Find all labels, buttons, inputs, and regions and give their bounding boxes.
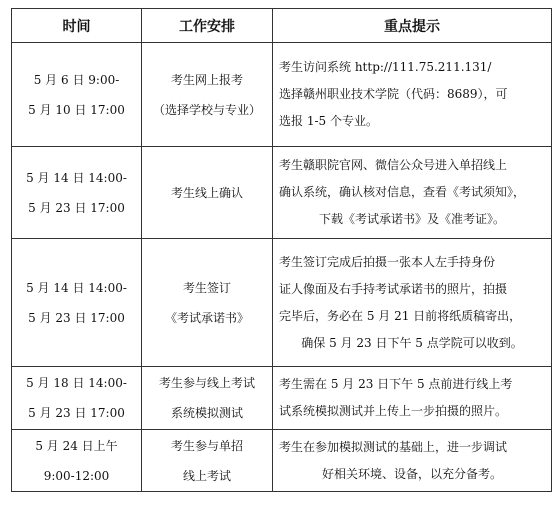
- time-cell: [12, 43, 142, 147]
- task-line: 线上考试: [182, 468, 231, 483]
- task-line: 考生参与线上考试: [158, 376, 255, 390]
- note-cell: [273, 147, 552, 239]
- note-cell: [273, 239, 552, 367]
- note-line: 选报 1-5 个专业。: [279, 114, 378, 128]
- time-cell: [12, 367, 142, 430]
- task-line: （选择学校与专业）: [152, 102, 261, 117]
- header-time: 时间: [12, 9, 142, 43]
- time-line: 5 月 10 日 17:00: [28, 102, 125, 117]
- note-line: 好相关环境、设备，以充分备考。: [321, 466, 502, 481]
- note-cell: [273, 43, 552, 147]
- exam-schedule-table: [11, 8, 552, 492]
- note-line: 完毕后，务必在 5 月 21 日前将纸质稿寄出，: [279, 308, 522, 323]
- table-row: [12, 147, 552, 239]
- note-line: 考生赣职院官网、微信公众号进入单招线上: [279, 158, 508, 172]
- time-cell: [12, 239, 142, 367]
- time-line: 5 月 6 日 9:00-: [33, 72, 120, 87]
- note-line: 下载《考试承诺书》及《准考证》。: [318, 212, 505, 226]
- time-cell: [12, 430, 142, 492]
- note-line: 证人像面及右手持考试承诺书的照片，拍摄: [279, 281, 508, 296]
- note-line: 考生签订完成后拍摄一张本人左手持身份: [279, 254, 496, 269]
- time-line: 5 月 18 日 14:00-: [26, 376, 127, 390]
- task-line: 考生网上报考: [170, 72, 243, 87]
- task-line: 考生参与单招: [170, 438, 243, 453]
- time-line: 5 月 23 日 17:00: [28, 406, 125, 420]
- note-line: 考生访问系统 http://111.75.211.131/: [279, 60, 492, 74]
- table-header-row: [12, 9, 552, 43]
- task-line: 《考试承诺书》: [164, 310, 249, 325]
- task-line: 考生签订: [182, 280, 231, 295]
- table-row: [12, 239, 552, 367]
- task-cell: [142, 147, 273, 239]
- time-line: 5 月 23 日 17:00: [28, 310, 125, 325]
- time-line: 5 月 14 日 14:00-: [26, 170, 127, 185]
- task-cell: [142, 43, 273, 147]
- header-task: 工作安排: [142, 9, 273, 43]
- time-line: 5 月 23 日 17:00: [28, 200, 125, 215]
- task-line: 系统模拟测试: [170, 406, 243, 420]
- time-line: 5 月 14 日 14:00-: [26, 280, 127, 295]
- note-cell: [273, 367, 552, 430]
- header-note: 重点提示: [273, 9, 552, 43]
- task-cell: [142, 239, 273, 367]
- table-row: [12, 43, 552, 147]
- time-line: 5 月 24 日上午: [35, 438, 118, 453]
- note-line: 考生在参加模拟测试的基础上，进一步调试: [279, 439, 508, 454]
- table-row: [12, 430, 552, 492]
- time-cell: [12, 147, 142, 239]
- time-line: 9:00-12:00: [43, 468, 110, 483]
- note-line: 选择赣州职业技术学院（代码：8689），可: [279, 87, 508, 101]
- note-line: 确保 5 月 23 日下午 5 点学院可以收到。: [301, 335, 523, 350]
- task-cell: [142, 367, 273, 430]
- note-line: 考生需在 5 月 23 日下午 5 点前进行线上考: [279, 377, 513, 391]
- note-cell: [273, 430, 552, 492]
- task-line: 考生线上确认: [170, 185, 243, 200]
- table-row: [12, 367, 552, 430]
- note-line: 确认系统，确认核对信息，查看《考试须知》，: [279, 185, 526, 199]
- task-cell: [142, 430, 273, 492]
- note-line: 试系统模拟测试并上传上一步拍摄的照片。: [279, 404, 508, 418]
